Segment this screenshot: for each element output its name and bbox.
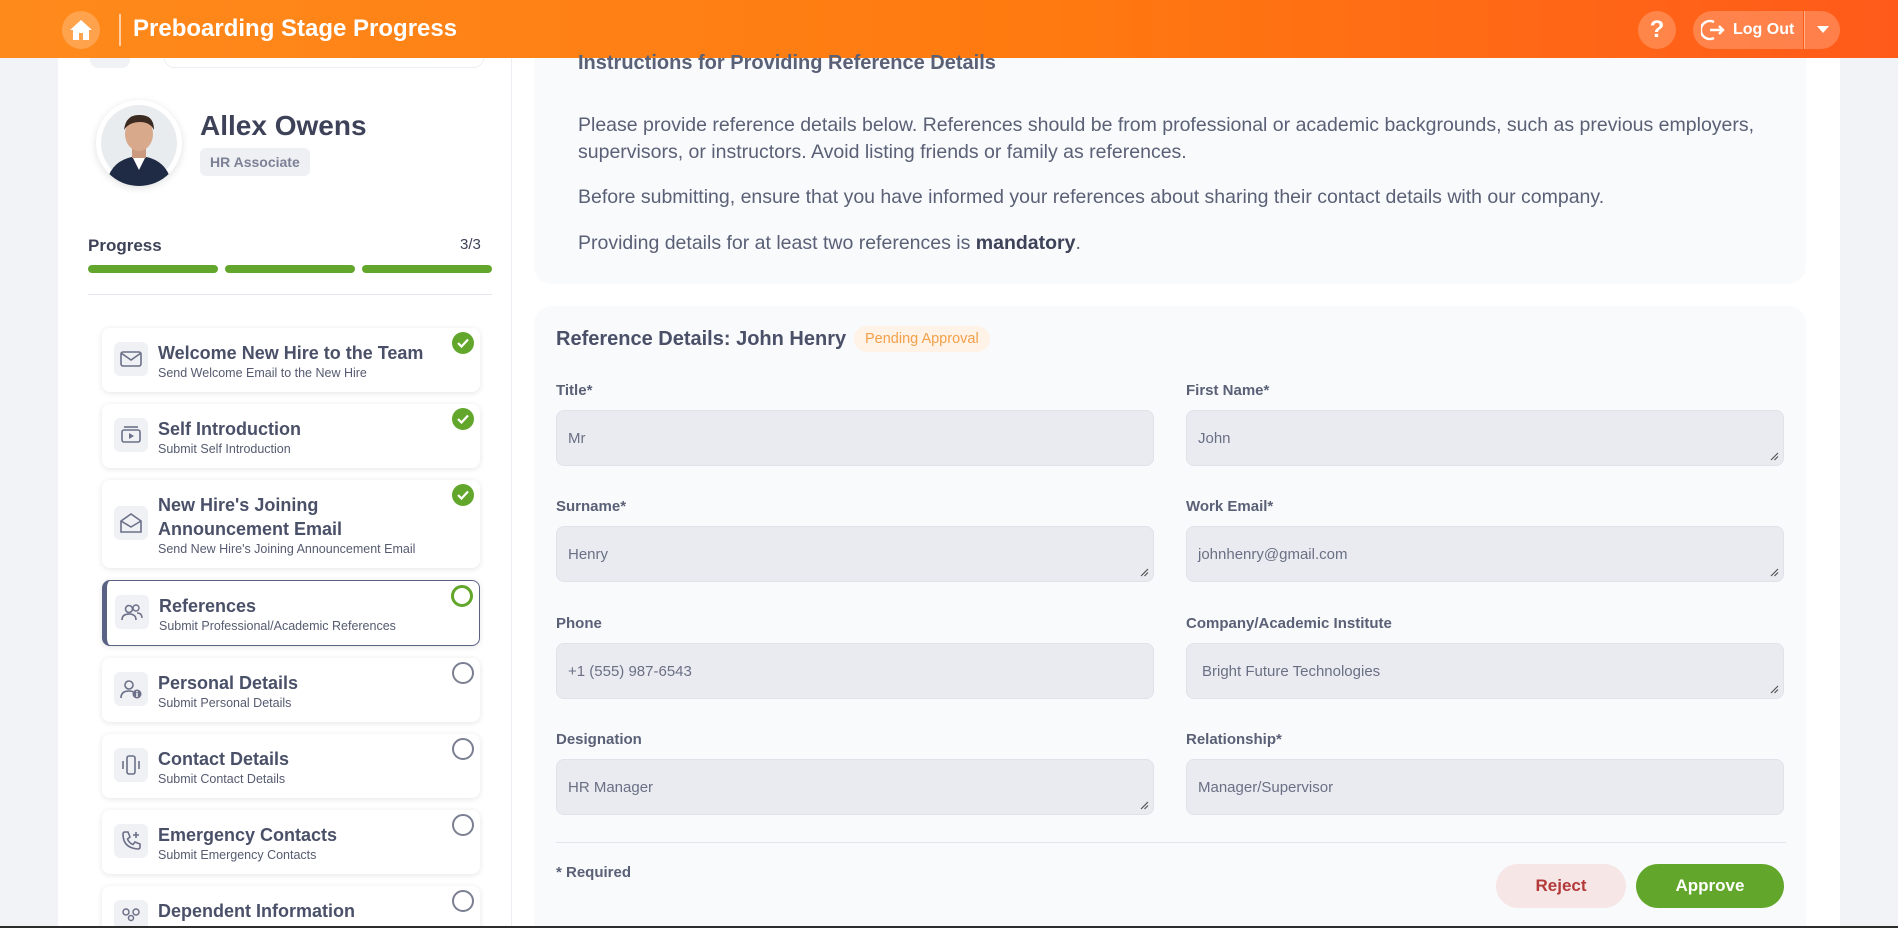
title-label: Title* [556, 382, 593, 399]
step-title: Self Introduction [158, 419, 301, 439]
mail-open-icon [114, 506, 148, 540]
company-field[interactable] [1186, 643, 1784, 699]
step-subtitle: Submit Emergency Contacts [158, 848, 317, 862]
step-joining-announcement[interactable] [102, 480, 480, 568]
step-subtitle: Submit Self Introduction [158, 442, 291, 456]
resize-grip-icon[interactable] [1140, 568, 1149, 577]
profile-photo [96, 100, 182, 186]
step-subtitle: Submit Professional/Academic References [159, 619, 396, 633]
step-title: New Hire's Joining Announcement Email [158, 495, 343, 539]
step-subtitle: Submit Personal Details [158, 696, 292, 710]
surname-label: Surname* [556, 498, 627, 515]
user-info-icon [114, 672, 148, 706]
step-emergency-contacts[interactable] [102, 810, 480, 874]
progress-label: Progress [88, 236, 162, 255]
work-email-label: Work Email* [1186, 498, 1274, 515]
people-icon [115, 595, 149, 629]
role-badge: HR Associate [200, 148, 310, 176]
work-email-field[interactable] [1186, 526, 1784, 582]
first-name-field[interactable] [1186, 410, 1784, 466]
sidebar-divider [88, 294, 492, 295]
account-menu-toggle[interactable] [1804, 11, 1840, 49]
status-current-icon [451, 585, 473, 607]
instructions-title: Instructions for Providing Reference Details [578, 52, 996, 74]
video-play-icon [114, 418, 148, 452]
instructions-paragraph: Please provide reference details below. References should be from professional or academic backgrounds, such as previous employers, supervisors, or instructors. Avoid listing friends or family as references. [578, 114, 1755, 163]
form-divider [556, 842, 1786, 843]
relationship-field[interactable] [1186, 759, 1784, 815]
resize-grip-icon[interactable] [1770, 685, 1779, 694]
step-title: Dependent Information [158, 901, 355, 921]
mail-envelope-icon [114, 342, 148, 376]
resize-grip-icon[interactable] [1140, 801, 1149, 810]
designation-value: HR Manager [568, 778, 654, 796]
step-personal-details[interactable] [102, 658, 480, 722]
instructions-paragraph: Before submitting, ensure that you have informed your references about sharing their contact details with our company. [578, 186, 1605, 208]
step-contact-details[interactable] [102, 734, 480, 798]
logout-button[interactable] [1693, 11, 1803, 49]
step-references[interactable] [102, 580, 480, 646]
approve-button[interactable]: Approve [1636, 864, 1784, 908]
status-check-icon [452, 408, 474, 430]
step-subtitle: Send New Hire's Joining Announcement Email [158, 542, 416, 556]
logout-icon [1701, 19, 1725, 41]
status-pending-icon [452, 890, 474, 912]
help-icon: ? [1649, 16, 1665, 43]
progress-segment [88, 265, 218, 273]
status-badge: Pending Approval [854, 326, 990, 352]
step-title: Emergency Contacts [158, 825, 338, 845]
sidebar-top-control[interactable] [90, 58, 130, 68]
step-title: Welcome New Hire to the Team [158, 343, 424, 363]
title-field[interactable] [556, 410, 1154, 466]
step-title: References [159, 596, 257, 616]
step-title: Personal Details [158, 673, 299, 693]
phone-label: Phone [556, 615, 602, 632]
sidebar-search-remnant[interactable] [164, 58, 484, 68]
first-name-label: First Name* [1186, 382, 1270, 399]
avatar [96, 100, 182, 186]
instructions-mandatory-note [578, 230, 1808, 257]
relationship-label: Relationship* [1186, 731, 1282, 748]
reject-button[interactable]: Reject [1496, 864, 1626, 908]
page-title: Preboarding Stage Progress [133, 15, 458, 42]
reference-details-card [534, 306, 1806, 928]
relationship-value: Manager/Supervisor [1198, 778, 1334, 796]
step-self-introduction[interactable] [102, 404, 480, 468]
step-welcome-new-hire[interactable] [102, 328, 480, 392]
surname-value: Henry [568, 545, 609, 563]
status-check-icon [452, 484, 474, 506]
instructions-card [534, 52, 1806, 284]
step-subtitle: Submit Contact Details [158, 772, 286, 786]
phone-add-icon [114, 824, 148, 858]
resize-grip-icon[interactable] [1770, 452, 1779, 461]
phone-value: +1 (555) 987-6543 [568, 662, 692, 680]
home-button[interactable] [62, 11, 100, 49]
status-pending-icon [452, 814, 474, 836]
mandatory-note-suffix: . [1075, 232, 1081, 254]
logout-label: Log Out [1733, 21, 1795, 38]
surname-field[interactable] [556, 526, 1154, 582]
reference-title: Reference Details: John Henry [556, 328, 847, 350]
work-email-value: johnhenry@gmail.com [1198, 545, 1348, 563]
family-icon [114, 900, 148, 928]
header-divider [119, 14, 121, 46]
company-value: Bright Future Technologies [1202, 662, 1381, 680]
first-name-value: John [1198, 429, 1231, 447]
progress-count: 3/3 [460, 236, 481, 253]
phone-field[interactable] [556, 643, 1154, 699]
designation-label: Designation [556, 731, 642, 748]
phone-vibrate-icon [114, 748, 148, 782]
top-bar [0, 0, 1898, 58]
caret-down-icon [1817, 26, 1829, 34]
step-subtitle: Send Welcome Email to the New Hire [158, 366, 367, 380]
mandatory-note-text: Providing details for at least two references is [578, 232, 976, 254]
status-check-icon [452, 332, 474, 354]
resize-grip-icon[interactable] [1770, 568, 1779, 577]
help-button[interactable] [1638, 11, 1676, 49]
profile-name: Allex Owens [200, 110, 367, 141]
step-dependent-information[interactable] [102, 886, 480, 928]
status-pending-icon [452, 738, 474, 760]
designation-field[interactable] [556, 759, 1154, 815]
home-icon [69, 19, 93, 41]
step-title: Contact Details [158, 749, 290, 769]
progress-segment [225, 265, 355, 273]
progress-segment [362, 265, 492, 273]
main-content [512, 52, 1840, 928]
title-value: Mr [568, 429, 586, 447]
required-note: * Required [556, 864, 632, 881]
mandatory-emphasis: mandatory [975, 232, 1076, 254]
company-label: Company/Academic Institute [1186, 615, 1392, 632]
status-pending-icon [452, 662, 474, 684]
progress-sidebar [58, 58, 512, 928]
